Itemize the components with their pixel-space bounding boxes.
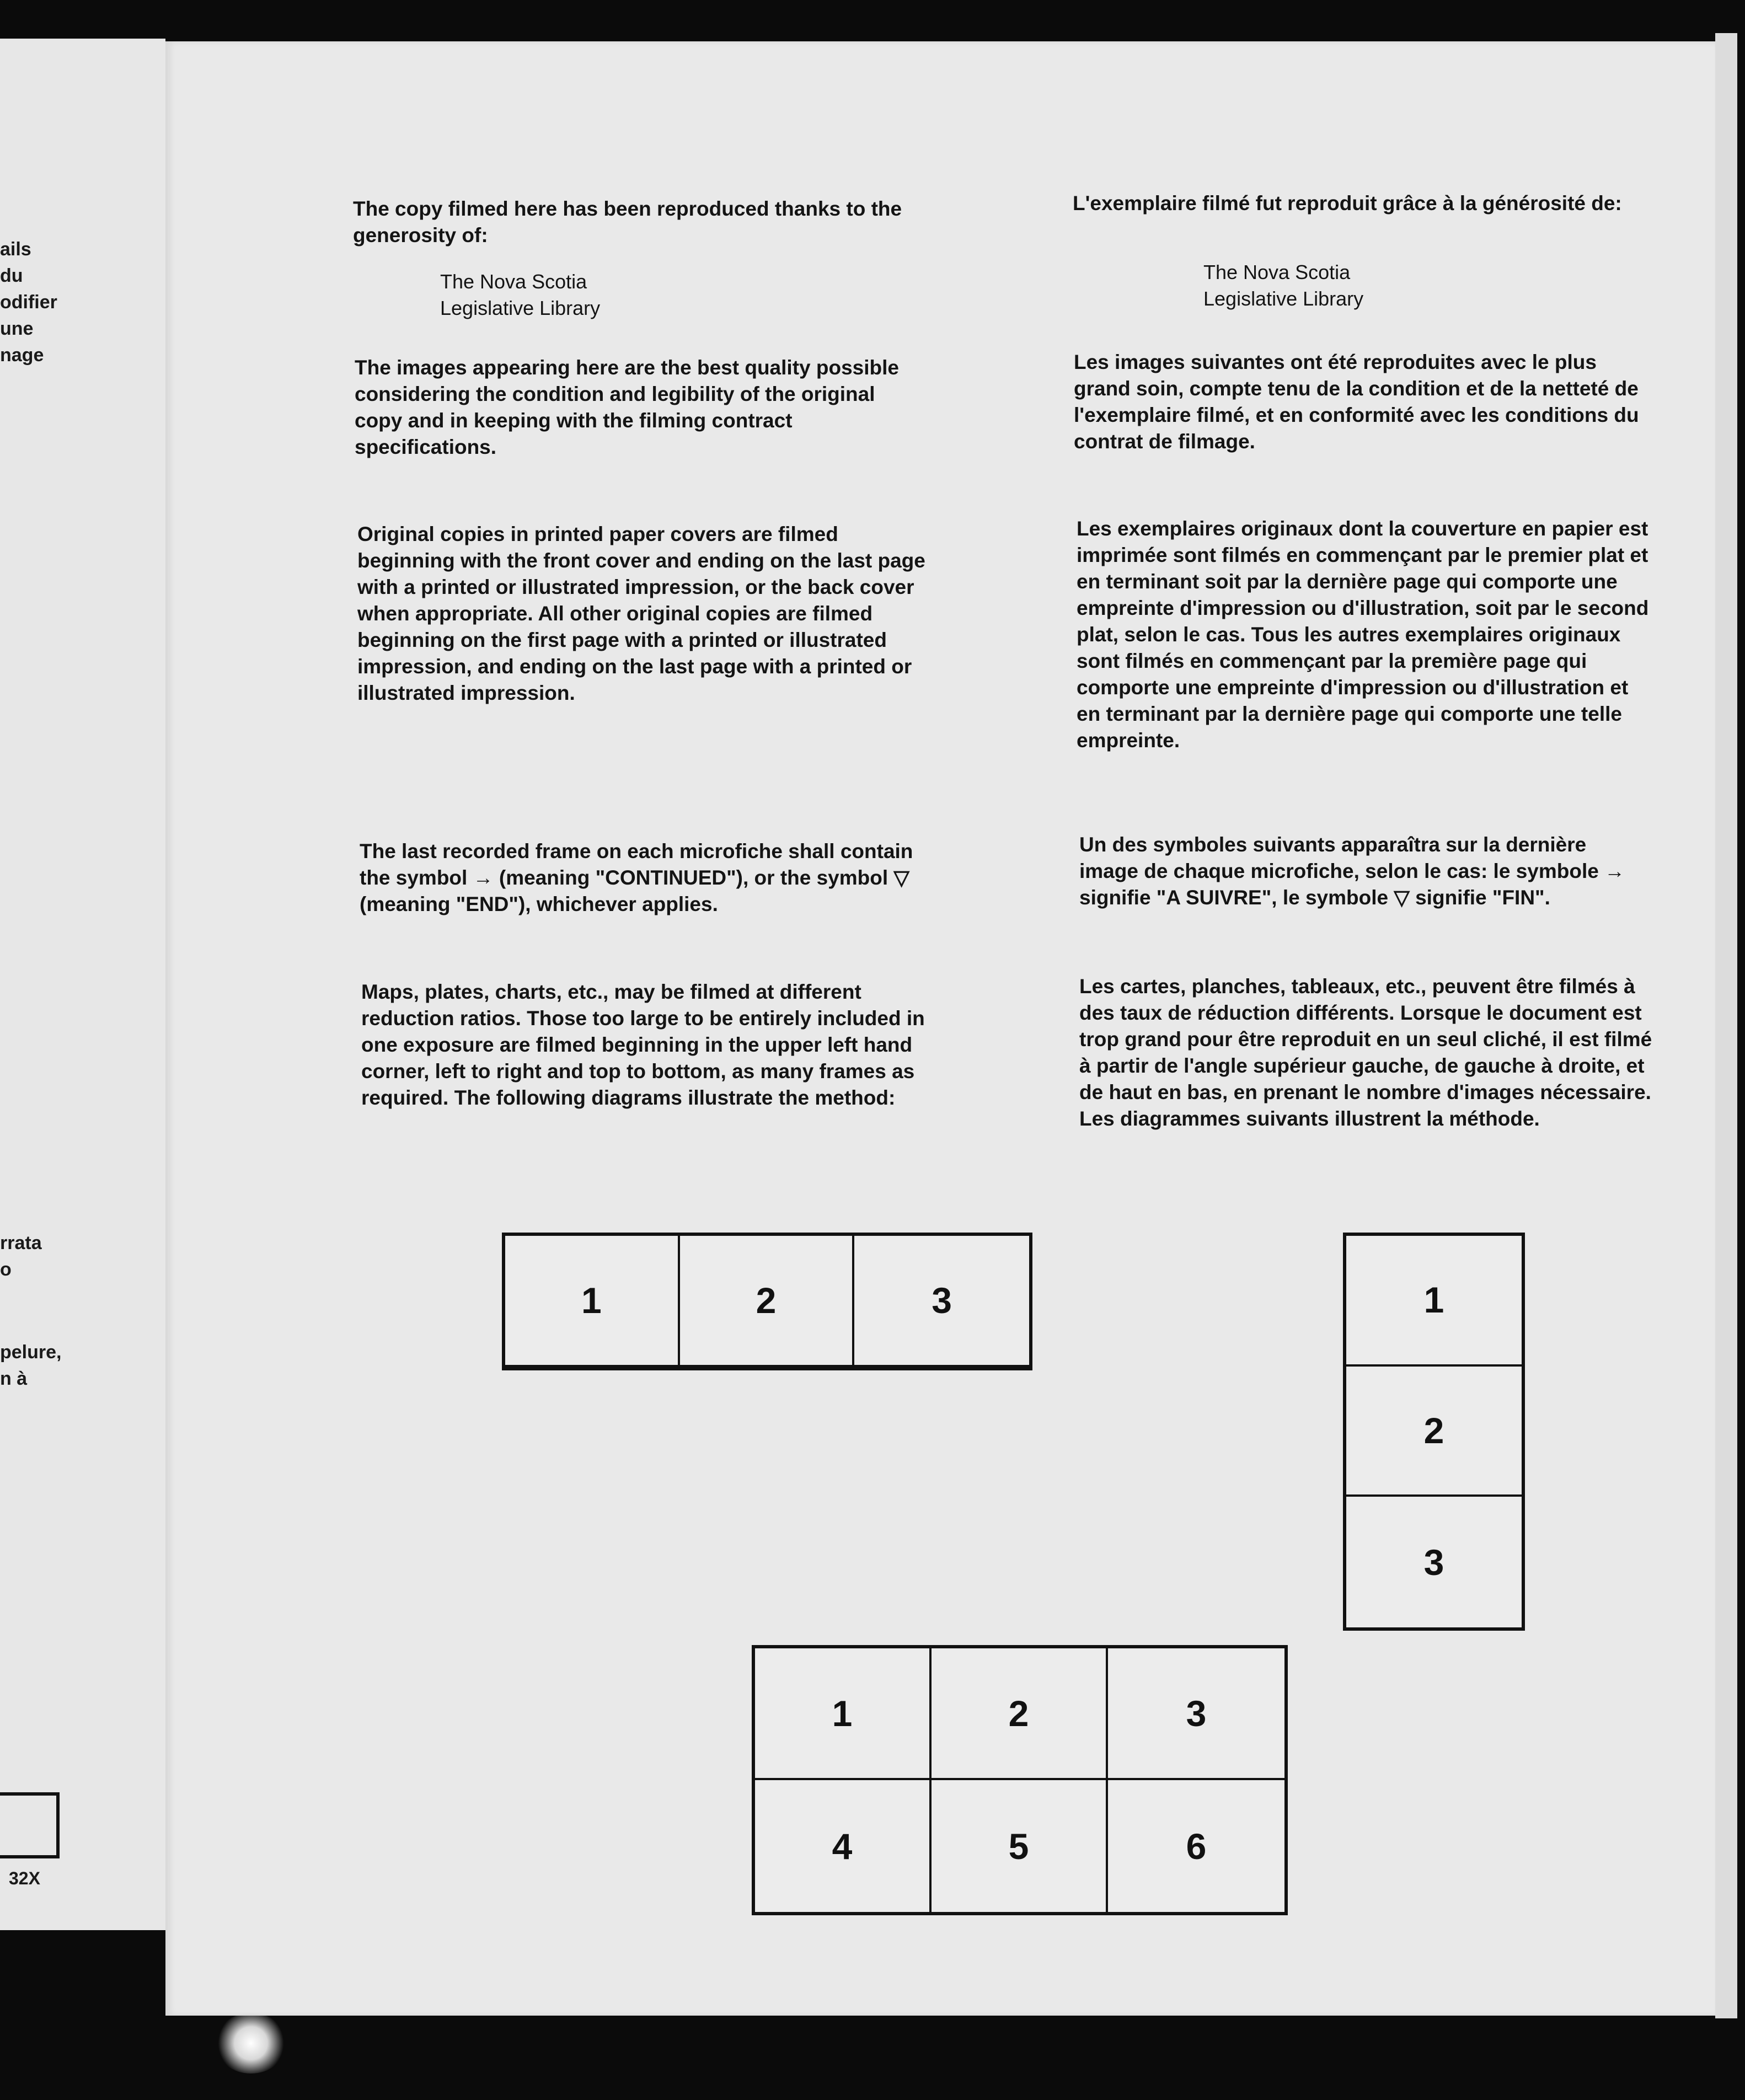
diagram-frame: 5 — [932, 1780, 1108, 1912]
diagram-horizontal — [502, 1233, 1032, 1370]
english-covers: Original copies in printed paper covers are filmed beginning with the front cover and ending on the last page with a printed or illustrated impression, or the back cover when appropriate. All other original copies are filmed beginning on the first page with a printed or illustrated impression, and ending on the last page with a printed or illustrated impression. — [357, 523, 925, 704]
english-column — [353, 196, 943, 249]
diagram-frame: 1 — [505, 1236, 680, 1367]
english-maps: Maps, plates, charts, etc., may be filmed at different reduction ratios. Those too large to be entirely included in one exposure are filmed beginning in the upper left hand corner, left to right and top to bottom, as many frames as required. The following diagrams illustrate the method: — [361, 981, 925, 1109]
english-column — [357, 521, 936, 706]
left-fragment-5: nage — [0, 345, 44, 366]
english-column — [355, 355, 923, 460]
diagram-frame: 3 — [854, 1236, 1029, 1367]
french-column — [1077, 516, 1656, 754]
english-library-line2: Legislative Library — [440, 297, 601, 319]
english-symbols — [360, 838, 933, 918]
french-acknowledgement: L'exemplaire filmé fut reproduit grâce à la générosité de: — [1073, 192, 1622, 215]
diagram-frame: 3 — [1423, 1541, 1444, 1583]
french-library-name — [1203, 259, 1363, 312]
french-symbols — [1079, 832, 1642, 911]
diagram-frame: 2 — [932, 1648, 1108, 1780]
english-quality: The images appearing here are the best quality possible considering the condition and legibility of the original copy and in keeping with the filming contract specifications. — [355, 356, 899, 458]
left-fragment-2: du — [0, 265, 23, 286]
reduction-label: 32X — [9, 1868, 40, 1888]
left-fragment-8: pelure, — [0, 1342, 62, 1363]
scan-light-glare — [215, 2013, 287, 2074]
diagram-frame: 3 — [1108, 1648, 1284, 1780]
continued-arrow-icon: → — [473, 866, 494, 889]
reduction-box — [0, 1792, 60, 1858]
french-symbols-part2: signifie "A SUIVRE", le symbole — [1079, 886, 1389, 909]
english-symbols-part1: The last recorded frame on each microfiche shall contain the symbol — [360, 840, 913, 889]
french-column — [1079, 973, 1658, 1132]
left-fragment-7: o — [0, 1259, 12, 1280]
french-column — [1079, 832, 1642, 911]
end-triangle-icon: ▽ — [1394, 886, 1410, 909]
french-covers: Les exemplaires originaux dont la couverture en papier est imprimée sont filmés en commençant par le premier plat et en terminant soit par la dernière page qui comporte une empreinte d'impression ou d'illustration, soit par le second plat, selon le cas. Tous les autres exemplaires originaux sont filmés en commençant par la première page qui comporte une empreinte d'impression ou d'illustration et en terminant par la dernière page qui comporte une telle empreinte. — [1077, 517, 1649, 752]
left-fragment-3: odifier — [0, 292, 57, 313]
english-column — [361, 979, 929, 1111]
french-library-line2: Legislative Library — [1203, 287, 1364, 310]
french-column — [1073, 190, 1624, 217]
continued-arrow-icon: → — [1604, 860, 1625, 882]
english-library-name — [440, 269, 600, 322]
left-fragment-9: n à — [0, 1368, 28, 1389]
left-fragment-6: rrata — [0, 1233, 42, 1253]
english-acknowledgement: The copy filmed here has been reproduced thanks to the generosity of: — [353, 197, 902, 247]
english-column — [360, 838, 933, 918]
left-fragment-1: ails — [0, 239, 31, 260]
diagram-vertical — [1343, 1233, 1525, 1631]
french-library-line1: The Nova Scotia — [1203, 261, 1351, 283]
diagram-frame: 1 — [1346, 1236, 1522, 1367]
end-triangle-icon: ▽ — [893, 866, 909, 889]
french-quality: Les images suivantes ont été reproduites avec le plus grand soin, compte tenu de la condition et de la netteté de l'exemplaire filmé, et en conformité avec les conditions du contrat de filmage. — [1074, 351, 1639, 453]
french-symbols-part1: Un des symboles suivants apparaîtra sur la dernière image de chaque microfiche, selon le cas: le symbole — [1079, 833, 1599, 882]
diagram-frame: 2 — [680, 1236, 855, 1367]
english-library-line1: The Nova Scotia — [440, 270, 587, 293]
french-symbols-part3: signifie "FIN". — [1415, 886, 1550, 909]
french-maps: Les cartes, planches, tableaux, etc., peuvent être filmés à des taux de réduction différents. Lorsque le document est trop grand pour être reproduit en un seul cliché, il est filmé à partir de l'angle supérieur gauche, de gauche à droite, et de haut en bas, en prenant le nombre d'images nécessaire. Les diagrammes suivants illustrent la méthode. — [1079, 975, 1652, 1130]
diagram-frame: 1 — [755, 1648, 932, 1780]
english-symbols-part2: (meaning "CONTINUED"), or the symbol — [499, 866, 888, 889]
french-column — [1074, 349, 1647, 455]
english-symbols-part3: (meaning "END"), whichever applies. — [360, 893, 718, 915]
diagram-frame: 4 — [755, 1780, 932, 1912]
diagram-frame: 2 — [1346, 1367, 1522, 1497]
left-fragment-4: une — [0, 318, 34, 339]
page-edge — [1715, 33, 1737, 2018]
diagram-frame: 6 — [1186, 1825, 1207, 1867]
diagram-grid — [752, 1645, 1288, 1915]
